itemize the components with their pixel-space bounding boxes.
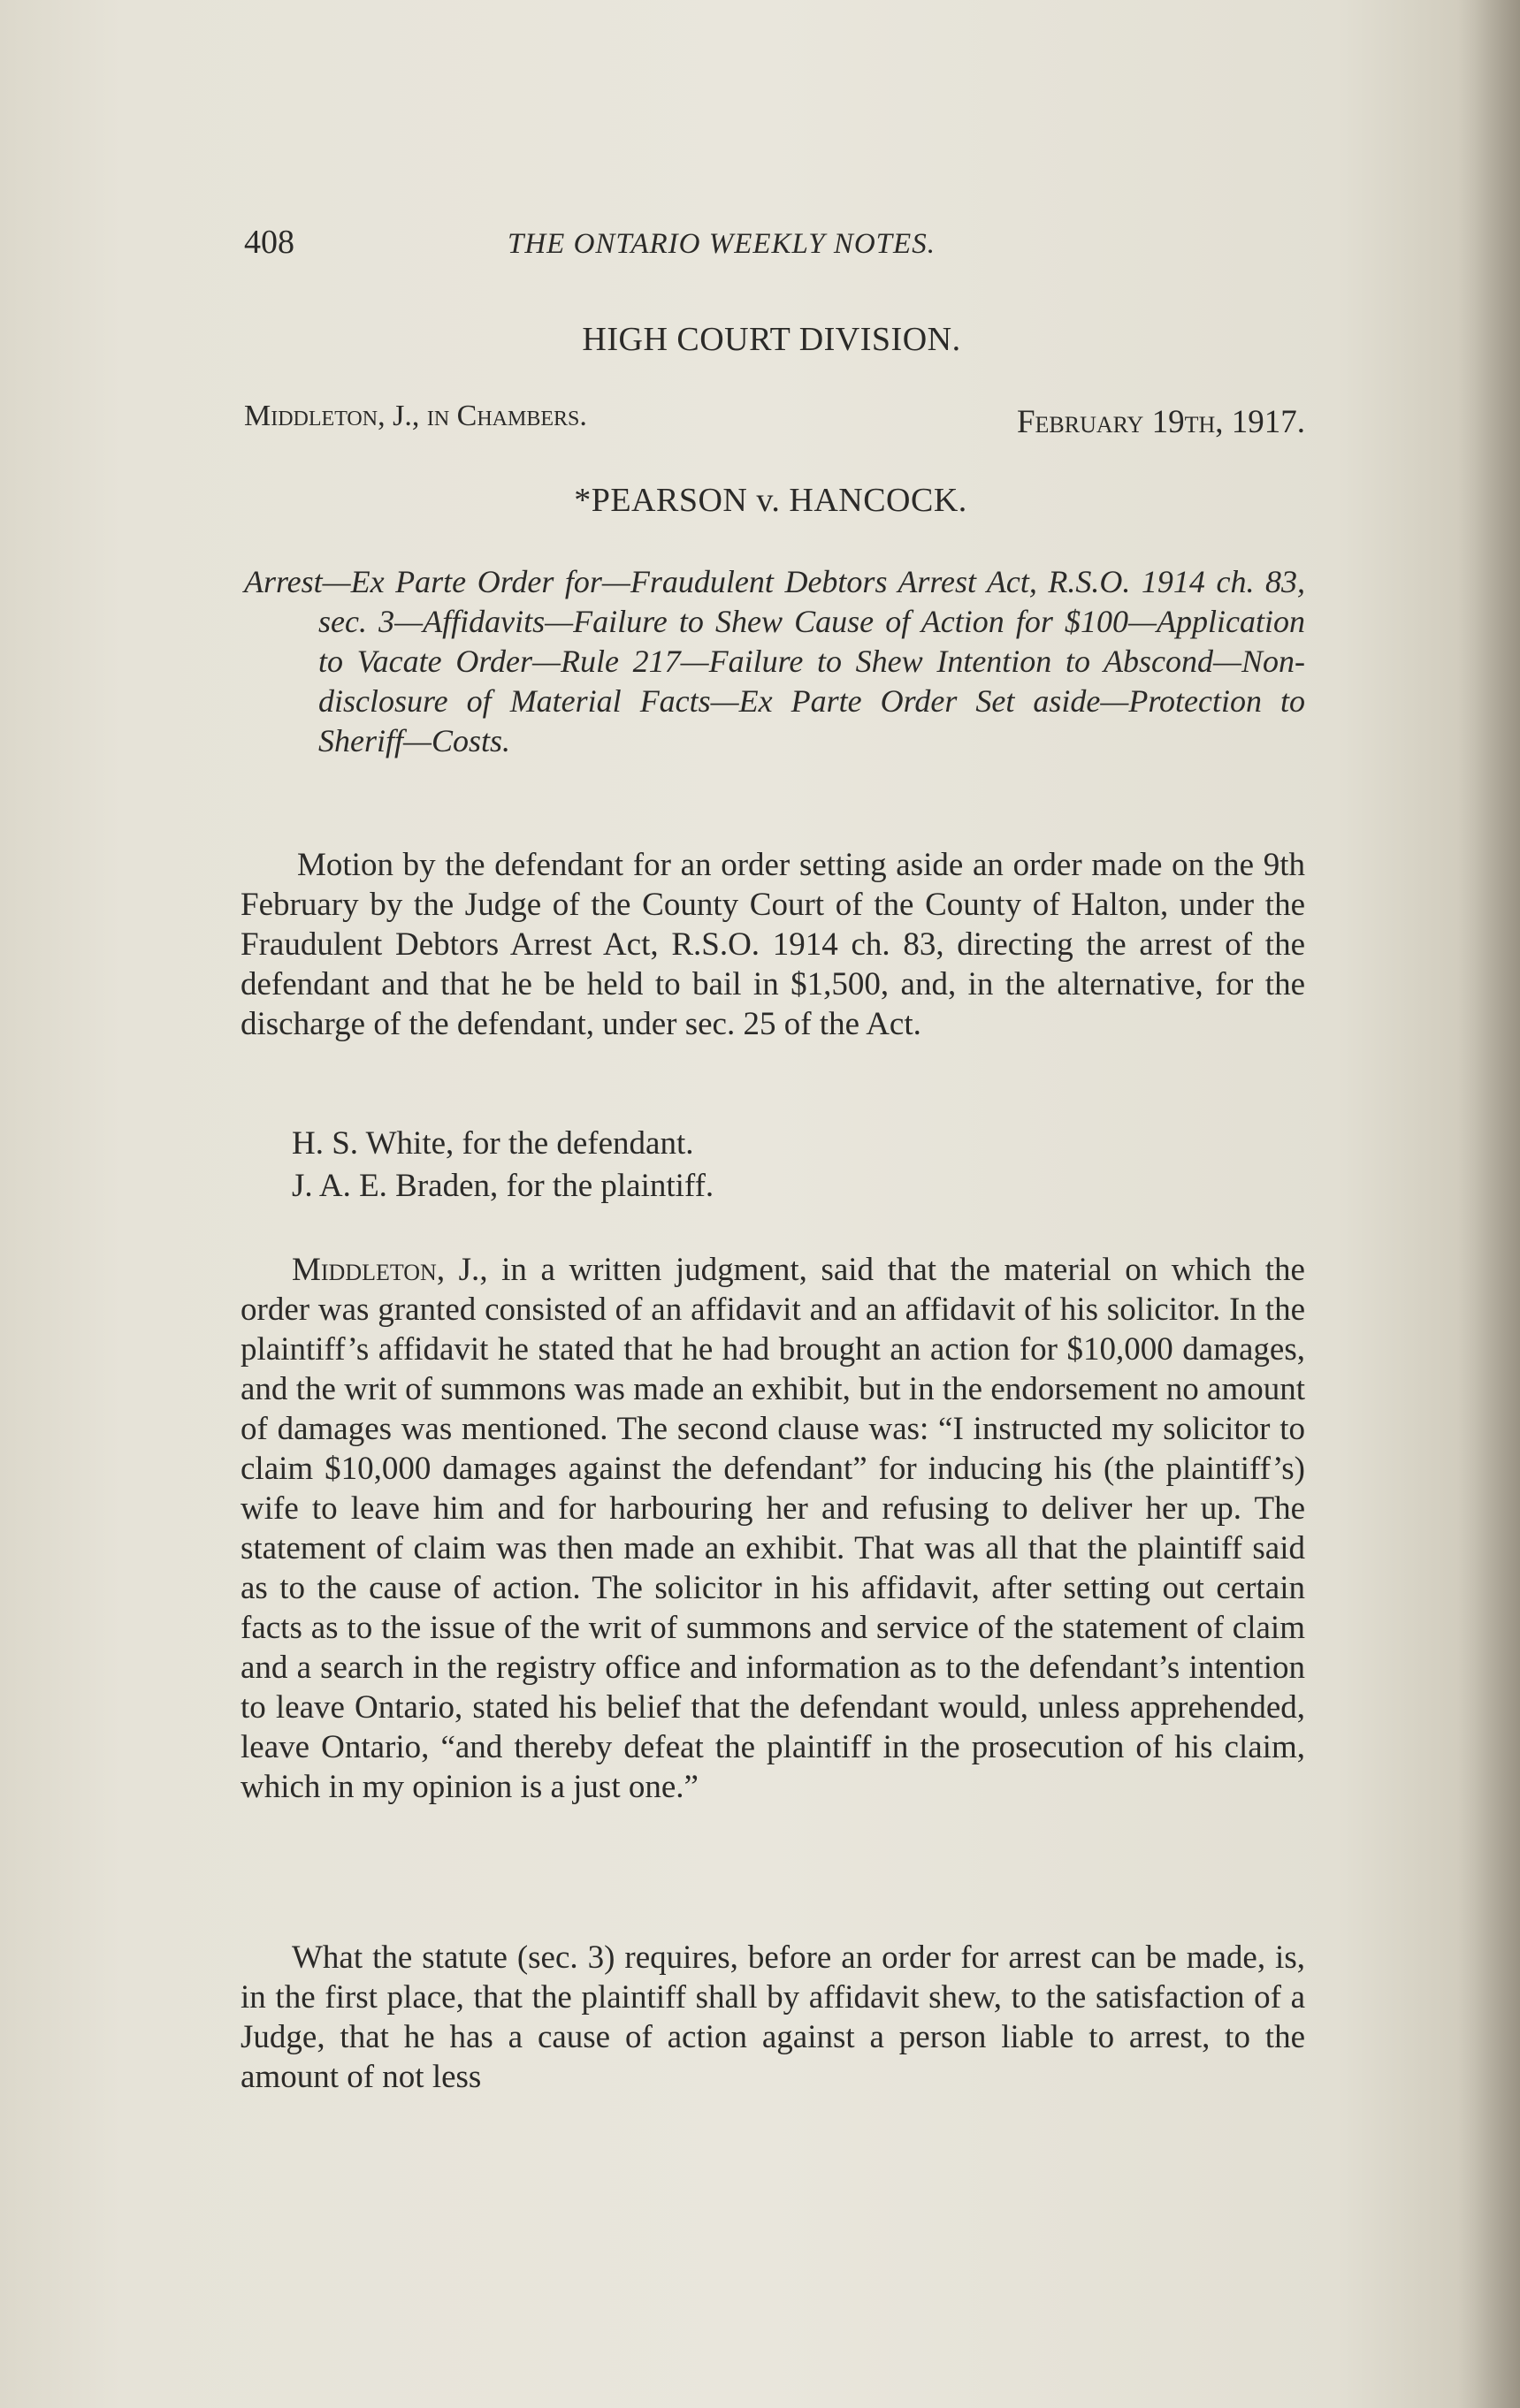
division-heading — [0, 320, 1520, 359]
headnote: Arrest—Ex Parte Order for—Fraudulent Debtors Arrest Act, R.S.O. 1914 ch. 83, sec. 3—Affidavits—Failure to Shew Cause of Action for $100—Application to Vacate Order—Rule 217—Failure to Shew Intention to Abscond—Non-disclosure of Material Facts—Ex Parte Order Set aside—Protection to Sheriff—Costs. — [244, 564, 1305, 758]
judge-chambers: Middleton, J., in Chambers. — [244, 400, 587, 432]
running-title: THE ONTARIO WEEKLY NOTES. — [508, 228, 936, 260]
judgment-text: , in a written judgment, said that the material on which the order was granted consisted of an affidavit and an affidavit of his solicitor. In the plaintiff’s affidavit he stated that he had brought an action for $10,000 damages, and the writ of summons was made an exhibit, but in the endorsement no amount of damages was mentioned. The second clause was: “I instructed my solicitor to claim $10,000 damages against the defendant” for inducing his (the plaintiff’s) wife to leave him and for harbouring her and refusing to deliver her up. The statement of claim was then made an exhibit. That was all that the plaintiff said as to the cause of action. The solicitor in his affidavit, after setting out certain facts as to the issue of the writ of summons and service of the statement of claim and a search in the registry office and information as to the defendant’s intention to leave Ontario, stated his belief that the defendant would, unless apprehended, leave Ontario, “and thereby defeat the plaintiff in the prosecution of his claim, which in my opinion is a just one.” — [241, 1252, 1305, 1805]
motion-paragraph: Motion by the defendant for an order setting aside an order made on the 9th February by the Judge of the County Court of the County of Halton, under the Fraudulent Debtors Arrest Act, R.S.O. 1914 ch. 83, directing the arrest of the defendant and that he be held to bail in $1,500, and, in the alternative, for the discharge of the defendant, under sec. 25 of the Act. — [241, 847, 1305, 1042]
division-heading-text: HIGH COURT DIVISION. — [582, 321, 961, 358]
decision-date: February 19th, 1917. — [1016, 404, 1305, 440]
statute-paragraph: What the statute (sec. 3) requires, before an order for arrest can be made, is, in the first place, that the plaintiff shall by affidavit shew, to the satisfaction of a Judge, that he has a cause of action against a person liable to arrest, to the amount of not less — [241, 1939, 1305, 2095]
judgment-judge-name: Middleton, J. — [292, 1252, 480, 1288]
running-header — [244, 223, 1305, 276]
judgment-paragraph — [241, 1250, 1305, 1807]
case-title — [0, 481, 1520, 520]
case-title-text: *PEARSON v. HANCOCK. — [574, 482, 967, 519]
counsel-plaintiff: J. A. E. Braden, for the plaintiff. — [292, 1168, 714, 1204]
page-number: 408 — [244, 224, 294, 261]
counsel-defendant: H. S. White, for the defendant. — [292, 1125, 694, 1162]
